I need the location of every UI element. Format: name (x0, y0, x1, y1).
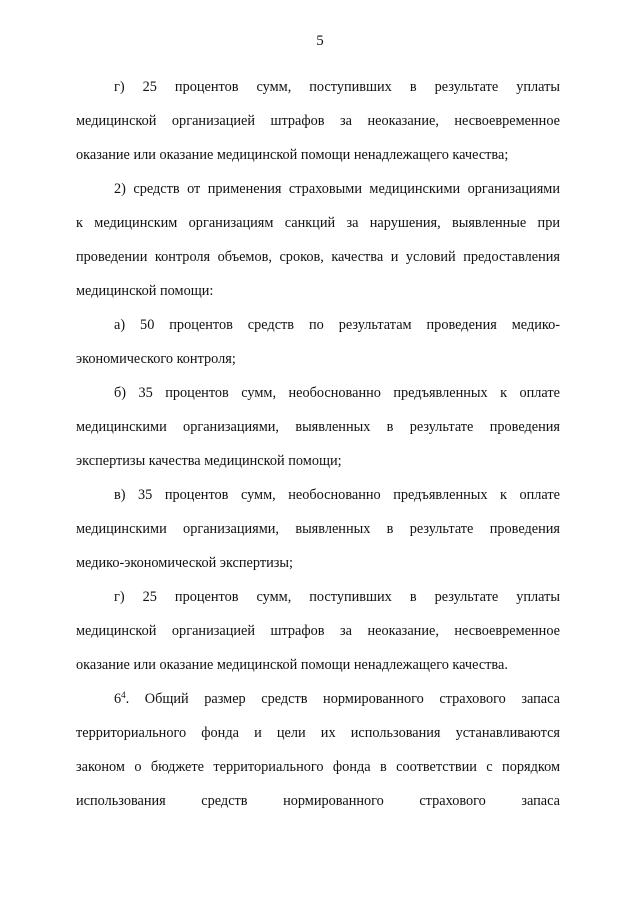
text-line: медицинскими организациями, выявленных в результате проведения (76, 521, 560, 537)
paragraph-item-2 (76, 172, 560, 308)
text-line: г) 25 процентов сумм, поступивших в результате уплаты (114, 79, 560, 95)
text-line: законом о бюджете территориального фонда в соответствии с порядком (76, 759, 560, 775)
paragraph-number (114, 691, 126, 707)
text-line: . Общий размер средств нормированного страхового запаса (125, 691, 560, 707)
text-line: г) 25 процентов сумм, поступивших в результате уплаты (114, 589, 560, 605)
text-line: медицинскими организациями, выявленных в результате проведения (76, 419, 560, 435)
paragraph-item-v (76, 478, 560, 580)
paragraph-item-b (76, 376, 560, 478)
text-line: медицинской организацией штрафов за неоказание, несвоевременное (76, 113, 560, 129)
paragraph-item-g-1 (76, 70, 560, 172)
paragraph-item-g-2 (76, 580, 560, 682)
paragraph-number-superscript: 4 (121, 690, 126, 700)
paragraph-item-a (76, 308, 560, 376)
text-line-with-number (76, 682, 560, 716)
text-line: медико-экономической экспертизы; (76, 555, 293, 571)
paragraph-number-base: 6 (114, 691, 122, 707)
text-line: проведении контроля объемов, сроков, качества и условий предоставления (76, 249, 560, 265)
text-line: территориального фонда и цели их использования устанавливаются (76, 725, 560, 741)
text-line: оказание или оказание медицинской помощи ненадлежащего качества. (76, 657, 508, 673)
text-line: экспертизы качества медицинской помощи; (76, 453, 342, 469)
text-line: к медицинским организациям санкций за нарушения, выявленные при (76, 215, 560, 231)
text-line: экономического контроля; (76, 351, 236, 367)
page-number: 5 (316, 33, 324, 49)
paragraph-item-6-4 (76, 682, 560, 818)
text-line: использования средств нормированного страхового запаса (76, 793, 560, 809)
text-line: оказание или оказание медицинской помощи ненадлежащего качества; (76, 147, 509, 163)
document-body (76, 70, 560, 818)
text-line: медицинской организацией штрафов за неоказание, несвоевременное (76, 623, 560, 639)
text-line: б) 35 процентов сумм, необоснованно предъявленных к оплате (114, 385, 560, 401)
text-line: медицинской помощи: (76, 283, 214, 299)
text-line: а) 50 процентов средств по результатам проведения медико- (114, 317, 560, 333)
text-line: 2) средств от применения страховыми медицинскими организациями (114, 181, 560, 197)
text-line: в) 35 процентов сумм, необоснованно предъявленных к оплате (114, 487, 560, 503)
